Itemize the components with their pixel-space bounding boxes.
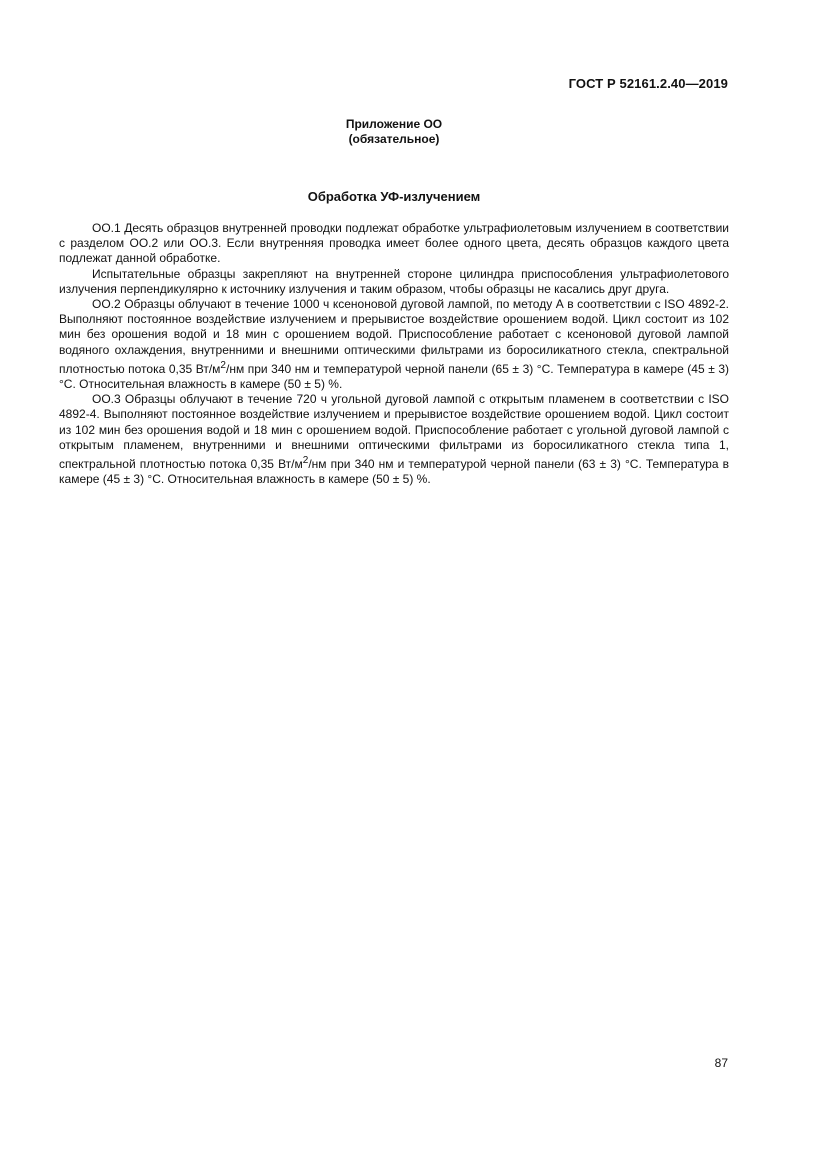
annex-title: Приложение ОО bbox=[345, 117, 443, 131]
annex-heading bbox=[0, 117, 788, 147]
paragraph-oo3-superscript: 2 bbox=[302, 455, 309, 467]
paragraph-oo3-text-b: /нм при 340 нм и температурой черной панели (63 ± 3) °С. Температура в камере (45 ± 3) °С. Относительная влажность в камере (50 ± 5) %. bbox=[59, 457, 729, 487]
paragraph-oo2 bbox=[59, 297, 729, 392]
document-code: ГОСТ Р 52161.2.40—2019 bbox=[568, 76, 728, 91]
paragraph-oo3-text-a: ОО.3 Образцы облучают в течение 720 ч угольной дуговой лампой с открытым пламенем в соответствии с ISO 4892-4. Выполняют постоянное воздействие излучением и прерывистое воздействие орошением водой. Цикл состоит из 102 мин без орошения водой и 18 мин с орошением водой. Приспособление работает с угольной дуговой лампой с открытым пламенем, внутренними и внешними оптическими фильтрами из боросиликатного стекла типа 1, спектральной плотностью потока 0,35 Вт/м bbox=[59, 392, 729, 472]
body-text bbox=[59, 221, 729, 487]
paragraph-specimen-mounting: Испытательные образцы закрепляют на внутренней стороне цилиндра приспособления ультрафиолетового излучения перпендикулярно к источнику излучения и таким образом, чтобы образцы не касались друг друга. bbox=[59, 266, 729, 296]
paragraph-oo2-text-a: ОО.2 Образцы облучают в течение 1000 ч ксеноновой дуговой лампой, по методу А в соответствии с ISO 4892-2. Выполняют постоянное воздействие излучением и прерывистое воздействие орошением водой. Цикл состоит из 102 мин без орошения водой и 18 мин с орошением водой. Приспособление работает с ксеноновой дуговой лампой водяного охлаждения, внутренними и внешними оптическими фильтрами из боросиликатного стекла, спектральной плотностью потока 0,35 Вт/м bbox=[59, 297, 729, 376]
paragraph-oo2-superscript: 2 bbox=[220, 359, 226, 371]
section-title: Обработка УФ-излучением bbox=[307, 189, 481, 204]
paragraph-oo3 bbox=[59, 392, 729, 487]
paragraph-oo1: ОО.1 Десять образцов внутренней проводки подлежат обработке ультрафиолетовым излучением в соответствии с разделом ОО.2 или ОО.3. Если внутренняя проводка имеет более одного цвета, десять образцов каждого цвета подлежат данной обработке. bbox=[59, 221, 729, 266]
annex-status: (обязательное) bbox=[348, 132, 440, 146]
paragraph-oo2-text-b: /нм при 340 нм и температурой черной панели (65 ± 3) °С. Температура в камере (45 ± 3) °С. Относительная влажность в камере (50 ± 5) %. bbox=[59, 361, 729, 392]
page-number: 87 bbox=[714, 1056, 728, 1070]
